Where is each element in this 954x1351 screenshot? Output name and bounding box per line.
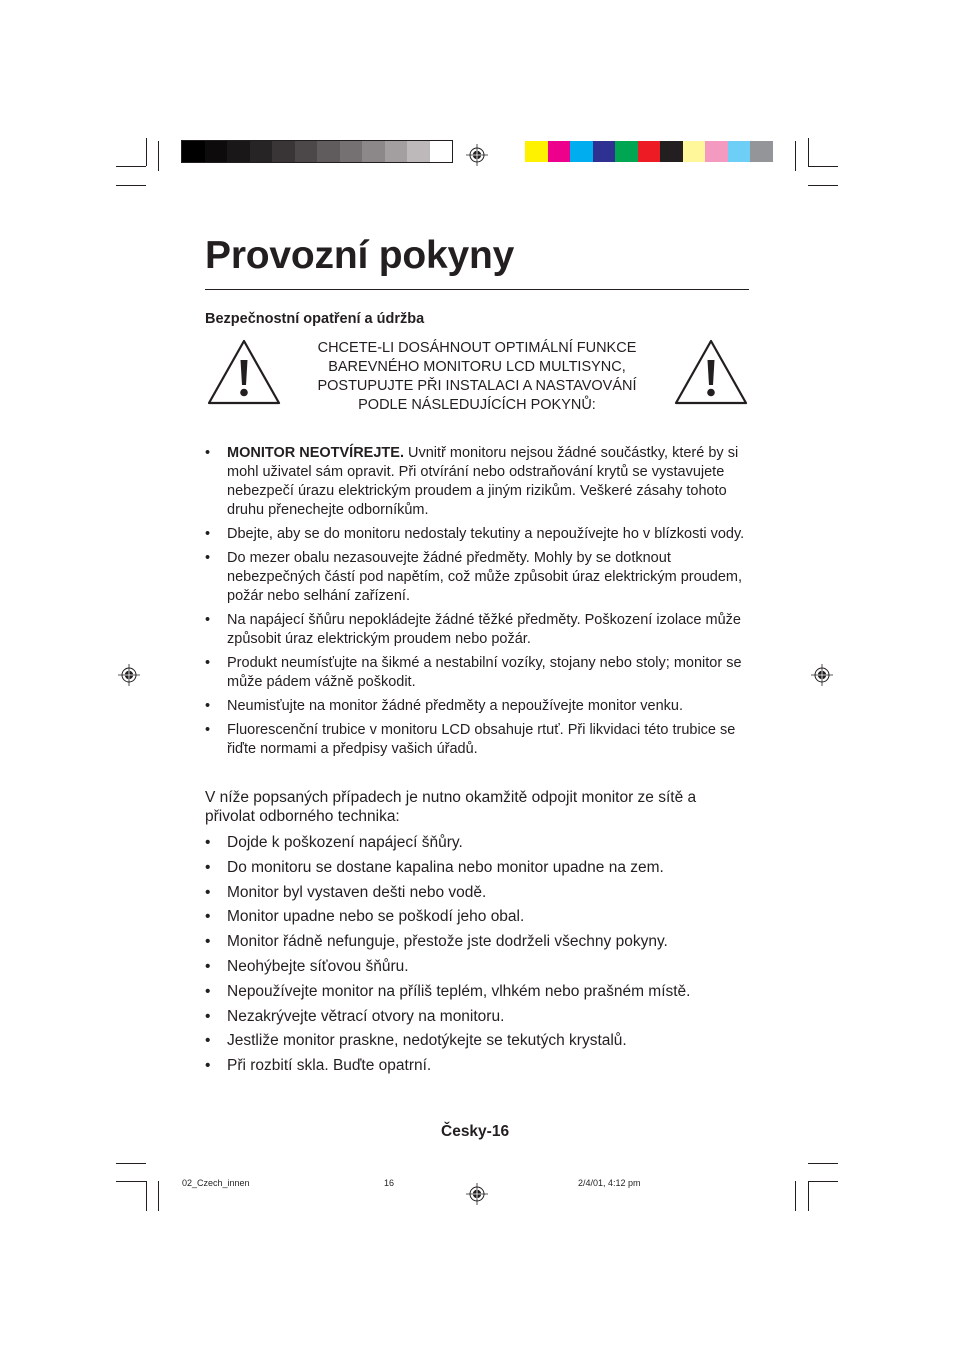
color-swatch: [570, 141, 593, 162]
page-title: Provozní pokyny: [205, 234, 515, 277]
warning-line: PODLE NÁSLEDUJÍCÍCH POKYNŮ:: [358, 397, 596, 413]
list-item: [205, 654, 750, 692]
page-number-label: Česky-16: [441, 1123, 510, 1140]
bullet-text: Fluorescenční trubice v monitoru LCD obsahuje rtuť. Při likvidaci této trubice se řiďte normami a předpisy vašich úřadů.: [227, 722, 736, 757]
warning-triangle-icon: [673, 338, 749, 406]
registration-mark-icon: [811, 664, 833, 686]
list-item: • Monitor řádně nefunguje, přestože jste dodrželi všechny pokyny.: [205, 932, 750, 951]
warning-line: POSTUPUJTE PŘI INSTALACI A NASTAVOVÁNÍ: [317, 378, 637, 394]
bullet-text: Dbejte, aby se do monitoru nedostaly tekutiny a nepoužívejte ho v blízkosti vody.: [227, 526, 745, 542]
color-swatch: [683, 141, 706, 162]
gray-ramp-color-bar: [182, 141, 452, 162]
crop-mark: [808, 1163, 838, 1164]
title-rule: [205, 289, 749, 290]
list-item: • Monitor byl vystaven dešti nebo vodě.: [205, 883, 750, 902]
crop-mark: [146, 138, 147, 166]
list-item: • Nezakrývejte větrací otvory na monitoru.: [205, 1007, 750, 1026]
list-item: • Jestliže monitor praskne, nedotýkejte se tekutých krystalů.: [205, 1031, 750, 1050]
crop-mark: [808, 166, 838, 167]
color-swatch: [430, 141, 453, 162]
bullet-text: Uvnitř monitoru nejsou žádné součástky, které by si mohl uživatel sám opravit. Při otvírání nebo odstraňování krytů se vystavujete nebezpečí úrazu elektrickým proudem a jiným rizikům. Veškeré zásahy tohoto druhu přenechejte odborníkům.: [227, 445, 739, 518]
color-swatch: [295, 141, 318, 162]
color-swatch: [362, 141, 385, 162]
crop-mark: [808, 1181, 809, 1211]
warning-notice: [290, 339, 664, 415]
list-item: • Dojde k poškození napájecí šňůry.: [205, 833, 750, 852]
color-swatch: [705, 141, 728, 162]
crop-mark: [116, 1181, 146, 1182]
crop-mark: [795, 1181, 796, 1211]
bullet-text: Na napájecí šňůru nepokládejte žádné těžké předměty. Poškození izolace může způsobit úraz elektrickým proudem nebo požár.: [227, 612, 741, 647]
color-swatch: [205, 141, 228, 162]
list-item: • Monitor upadne nebo se poškodí jeho obal.: [205, 907, 750, 926]
color-swatch: [615, 141, 638, 162]
list-item: [205, 549, 750, 606]
color-swatch: [593, 141, 616, 162]
color-swatch: [728, 141, 751, 162]
color-swatch: [385, 141, 408, 162]
slug-page: 16: [384, 1178, 395, 1188]
crop-mark: [116, 166, 146, 167]
color-swatch: [525, 141, 548, 162]
crop-mark: [116, 1163, 146, 1164]
list-item: • Při rozbití skla. Buďte opatrní.: [205, 1056, 750, 1075]
disconnect-cases-list: [205, 833, 750, 1081]
list-item: • Neohýbejte síťovou šňůru.: [205, 957, 750, 976]
list-item: [205, 611, 750, 649]
section-heading: Bezpečnostní opatření a údržba: [205, 311, 425, 327]
color-swatch: [750, 141, 773, 162]
crop-mark: [146, 1181, 147, 1211]
crop-mark: [795, 141, 796, 171]
registration-mark-icon: [118, 664, 140, 686]
color-swatch: [182, 141, 205, 162]
bullet-text: Do mezer obalu nezasouvejte žádné předměty. Mohly by se dotknout nebezpečných částí pod napětím, což může způsobit úraz elektrickým proudem, požár nebo selhání zařízení.: [227, 550, 743, 604]
crop-mark: [808, 138, 809, 166]
warning-line: BAREVNÉHO MONITORU LCD MULTISYNC,: [328, 359, 626, 375]
color-swatch: [660, 141, 683, 162]
registration-mark-icon: [466, 1183, 488, 1205]
warning-line: CHCETE-LI DOSÁHNOUT OPTIMÁLNÍ FUNKCE: [317, 340, 637, 356]
bullet-text: Produkt neumísťujte na šikmé a nestabilní vozíky, stojany nebo stoly; monitor se může pádem vážně poškodit.: [227, 655, 742, 690]
color-swatch: [407, 141, 430, 162]
list-item: [205, 525, 750, 544]
bullet-text: Neumisťujte na monitor žádné předměty a nepoužívejte monitor venku.: [227, 698, 683, 714]
disconnect-paragraph: V níže popsaných případech je nutno okamžitě odpojit monitor ze sítě a přivolat odborného technika:: [205, 789, 697, 825]
color-swatch: [227, 141, 250, 162]
list-item: [205, 697, 750, 716]
list-item: • Do monitoru se dostane kapalina nebo monitor upadne na zem.: [205, 858, 750, 877]
safety-bullet-list: [205, 444, 750, 764]
slug-filename: 02_Czech_innen: [182, 1178, 250, 1188]
color-swatch: [638, 141, 661, 162]
slug-date: 2/4/01, 4:12 pm: [578, 1178, 641, 1188]
color-swatch: [250, 141, 273, 162]
color-swatch: [317, 141, 340, 162]
process-color-bar: [525, 141, 773, 162]
list-item: [205, 444, 750, 520]
crop-mark: [808, 185, 838, 186]
list-item: [205, 721, 750, 759]
color-swatch: [272, 141, 295, 162]
registration-mark-icon: [466, 144, 488, 166]
bullet-emphasis: MONITOR NEOTVÍREJTE.: [227, 445, 404, 461]
color-swatch: [340, 141, 363, 162]
crop-mark: [158, 1181, 159, 1211]
list-item: • Nepoužívejte monitor na příliš teplém, vlhkém nebo prašném místě.: [205, 982, 750, 1001]
crop-mark: [808, 1181, 838, 1182]
crop-mark: [158, 141, 159, 171]
crop-mark: [116, 185, 146, 186]
warning-triangle-icon: [206, 338, 282, 406]
color-swatch: [548, 141, 571, 162]
